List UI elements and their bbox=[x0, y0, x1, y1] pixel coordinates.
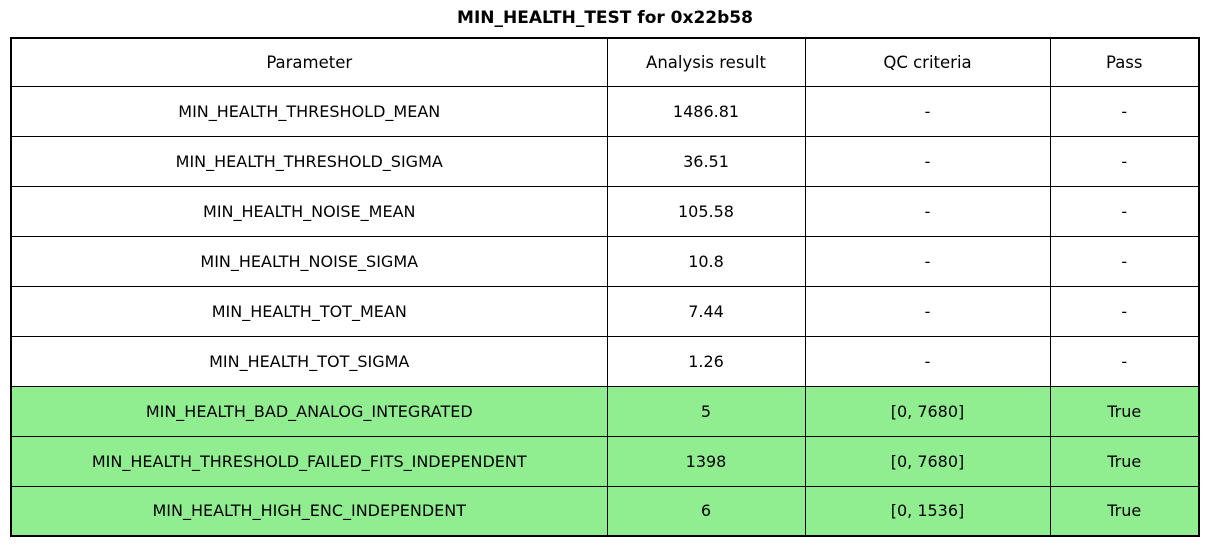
cell-parameter: MIN_HEALTH_NOISE_MEAN bbox=[11, 186, 607, 236]
cell-parameter: MIN_HEALTH_TOT_SIGMA bbox=[11, 336, 607, 386]
cell-pass: - bbox=[1050, 236, 1199, 286]
cell-analysis-result: 36.51 bbox=[607, 136, 805, 186]
cell-analysis-result: 1486.81 bbox=[607, 86, 805, 136]
cell-analysis-result: 105.58 bbox=[607, 186, 805, 236]
table-header-row bbox=[11, 38, 1199, 86]
cell-analysis-result: 1.26 bbox=[607, 336, 805, 386]
cell-pass: True bbox=[1050, 436, 1199, 486]
cell-pass: True bbox=[1050, 386, 1199, 436]
cell-parameter: MIN_HEALTH_TOT_MEAN bbox=[11, 286, 607, 336]
cell-qc-criteria: - bbox=[805, 336, 1050, 386]
table-row bbox=[11, 86, 1199, 136]
qc-results-table bbox=[10, 37, 1200, 537]
cell-analysis-result: 6 bbox=[607, 486, 805, 536]
cell-pass: - bbox=[1050, 86, 1199, 136]
table-row bbox=[11, 386, 1199, 436]
column-header-qc-criteria: QC criteria bbox=[805, 38, 1050, 86]
cell-analysis-result: 1398 bbox=[607, 436, 805, 486]
cell-qc-criteria: - bbox=[805, 86, 1050, 136]
table-body bbox=[11, 86, 1199, 536]
table-container bbox=[0, 37, 1210, 537]
column-header-analysis-result: Analysis result bbox=[607, 38, 805, 86]
table-row bbox=[11, 286, 1199, 336]
table-header bbox=[11, 38, 1199, 86]
cell-qc-criteria: [0, 1536] bbox=[805, 486, 1050, 536]
cell-parameter: MIN_HEALTH_THRESHOLD_FAILED_FITS_INDEPENDENT bbox=[11, 436, 607, 486]
table-row bbox=[11, 236, 1199, 286]
cell-analysis-result: 7.44 bbox=[607, 286, 805, 336]
cell-parameter: MIN_HEALTH_HIGH_ENC_INDEPENDENT bbox=[11, 486, 607, 536]
cell-qc-criteria: - bbox=[805, 136, 1050, 186]
cell-qc-criteria: - bbox=[805, 286, 1050, 336]
cell-pass: - bbox=[1050, 136, 1199, 186]
cell-qc-criteria: [0, 7680] bbox=[805, 436, 1050, 486]
cell-qc-criteria: - bbox=[805, 236, 1050, 286]
cell-parameter: MIN_HEALTH_BAD_ANALOG_INTEGRATED bbox=[11, 386, 607, 436]
column-header-parameter: Parameter bbox=[11, 38, 607, 86]
cell-analysis-result: 5 bbox=[607, 386, 805, 436]
cell-pass: - bbox=[1050, 336, 1199, 386]
cell-parameter: MIN_HEALTH_THRESHOLD_SIGMA bbox=[11, 136, 607, 186]
cell-analysis-result: 10.8 bbox=[607, 236, 805, 286]
cell-parameter: MIN_HEALTH_THRESHOLD_MEAN bbox=[11, 86, 607, 136]
table-row bbox=[11, 136, 1199, 186]
table-row bbox=[11, 436, 1199, 486]
table-row bbox=[11, 486, 1199, 536]
cell-qc-criteria: [0, 7680] bbox=[805, 386, 1050, 436]
table-row bbox=[11, 336, 1199, 386]
page-title: MIN_HEALTH_TEST for 0x22b58 bbox=[457, 8, 753, 28]
cell-pass: - bbox=[1050, 186, 1199, 236]
cell-pass: - bbox=[1050, 286, 1199, 336]
cell-parameter: MIN_HEALTH_NOISE_SIGMA bbox=[11, 236, 607, 286]
cell-pass: True bbox=[1050, 486, 1199, 536]
table-row bbox=[11, 186, 1199, 236]
column-header-pass: Pass bbox=[1050, 38, 1199, 86]
cell-qc-criteria: - bbox=[805, 186, 1050, 236]
